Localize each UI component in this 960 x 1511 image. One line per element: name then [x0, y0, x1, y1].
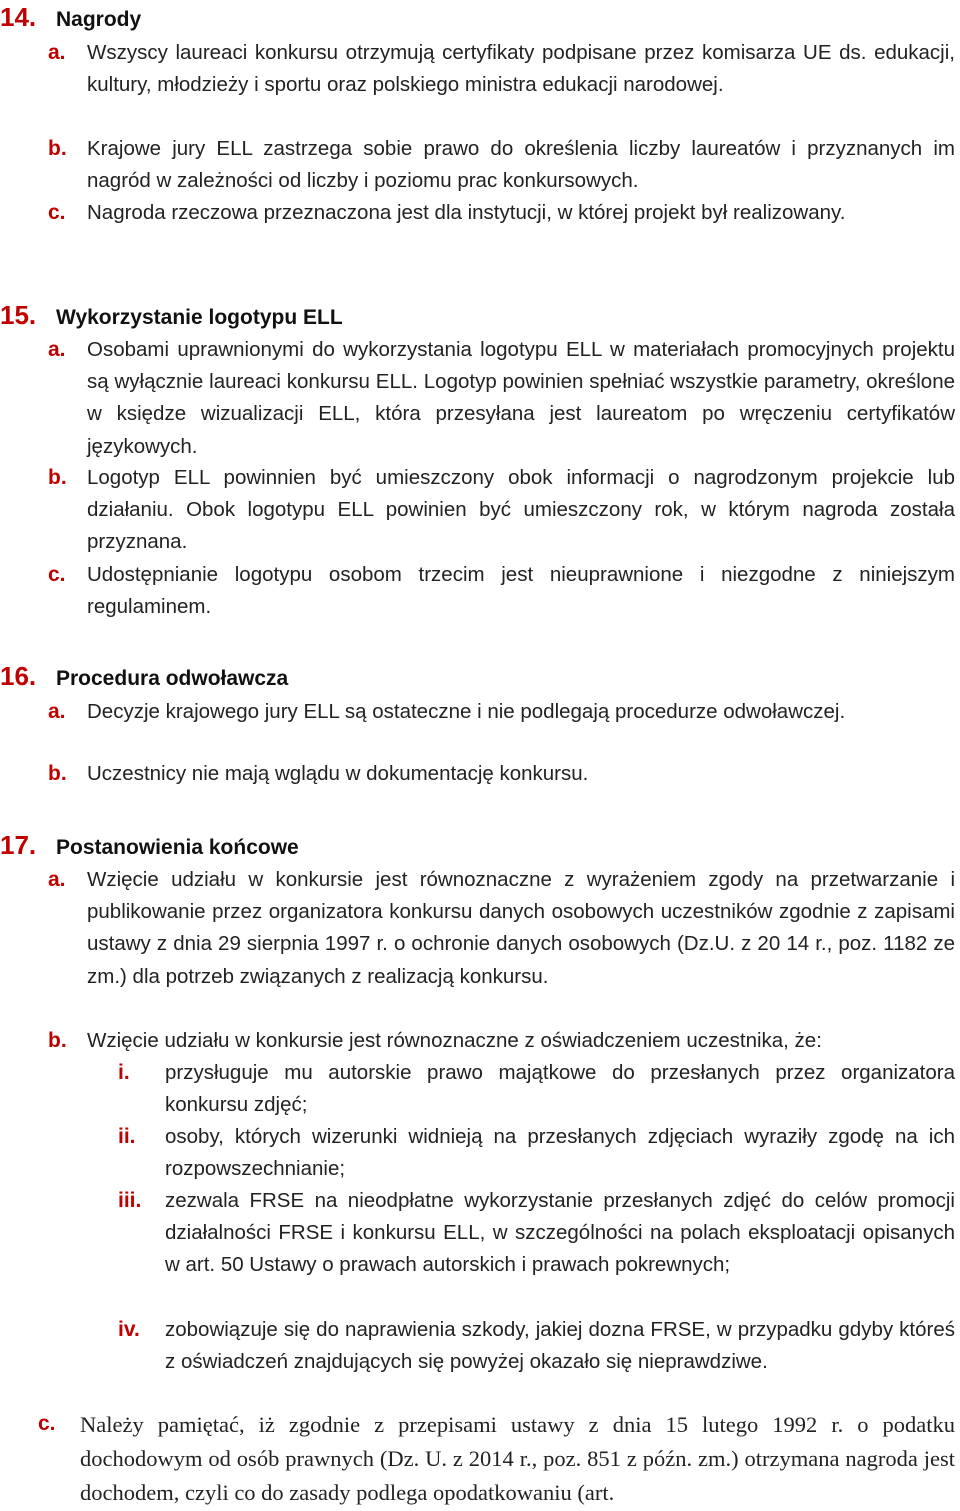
- item-text: Udostępnianie logotypu osobom trzecim jest nieuprawnione i niezgodne z niniejszym regulaminem.: [87, 563, 955, 619]
- section-number: 17.: [0, 830, 37, 860]
- item-marker: c.: [48, 563, 66, 586]
- item-marker: b.: [48, 762, 67, 785]
- section-number: 14.: [0, 2, 37, 32]
- section-title: Nagrody: [56, 8, 142, 31]
- section-title: Procedura odwoławcza: [56, 667, 289, 690]
- item-marker: a.: [48, 338, 66, 361]
- item-text: Krajowe jury ELL zastrzega sobie prawo do określenia liczby laureatów i przyznanych im nagród w zależności od liczby i poziomu prac konkursowych.: [87, 137, 955, 193]
- item-marker: ii.: [118, 1125, 136, 1148]
- item-text: osoby, których wizerunki widnieją na przesłanych zdjęciach wyraziły zgodę na ich rozpowszechnianie;: [165, 1125, 955, 1181]
- item-marker: c.: [48, 201, 66, 224]
- section-heading-16: [0, 661, 288, 695]
- item-text: Logotyp ELL powinnien być umieszczony obok informacji o nagrodzonym projekcie lub działaniu. Obok logotypu ELL powinien być umieszczony rok, w którym nagroda została przyznana.: [87, 466, 955, 554]
- section-heading-17: [0, 830, 299, 864]
- item-text: Wzięcie udziału w konkursie jest równoznaczne z wyrażeniem zgody na przetwarzanie i publikowanie przez organizatora konkursu danych osobowych uczestników zgodnie z zapisami ustawy z dnia 29 sierpnia 1997 r. o ochronie danych osobowych (Dz.U. z 20 14 r., poz. 1182 ze zm.) dla potrzeb związanych z realizacją konkursu.: [87, 868, 955, 988]
- item-text: Osobami uprawnionymi do wykorzystania logotypu ELL w materiałach promocyjnych projektu są wyłącznie laureaci konkursu ELL. Logotyp powinien spełniać wszystkie parametry, określone w księdze wizualizacji ELL, która przesyłana jest laureatom po wręczeniu certyfikatów językowych.: [87, 338, 955, 458]
- item-marker: a.: [48, 700, 66, 723]
- item-text: przysługuje mu autorskie prawo majątkowe do przesłanych przez organizatora konkursu zdjęć;: [165, 1061, 955, 1117]
- item-marker: i.: [118, 1061, 130, 1084]
- item-marker: iii.: [118, 1189, 142, 1212]
- item-marker: a.: [48, 868, 66, 891]
- section-heading-15: [0, 300, 343, 334]
- item-marker: iv.: [118, 1318, 140, 1341]
- item-text: Uczestnicy nie mają wglądu w dokumentację konkursu.: [87, 762, 589, 785]
- item-text: Decyzje krajowego jury ELL są ostateczne i nie podlegają procedurze odwoławczej.: [87, 700, 846, 723]
- item-text: Nagroda rzeczowa przeznaczona jest dla instytucji, w której projekt był realizowany.: [87, 201, 846, 224]
- section-title: Postanowienia końcowe: [56, 836, 299, 859]
- section-number: 16.: [0, 661, 37, 691]
- section-number: 15.: [0, 300, 37, 330]
- item-marker: c.: [38, 1412, 56, 1435]
- section-title: Wykorzystanie logotypu ELL: [56, 306, 343, 329]
- item-marker: b.: [48, 1029, 67, 1052]
- item-marker: a.: [48, 41, 66, 64]
- item-text: Należy pamiętać, iż zgodnie z przepisami ustawy z dnia 15 lutego 1992 r. o podatku dochodowym od osób prawnych (Dz. U. z 2014 r., poz. 851 z późn. zm.) otrzymana nagroda jest dochodem, czyli co do zasady podlega opodatkowaniu (art.: [80, 1412, 955, 1505]
- section-heading-14: [0, 2, 141, 36]
- item-marker: b.: [48, 466, 67, 489]
- item-marker: b.: [48, 137, 67, 160]
- item-text: Wzięcie udziału w konkursie jest równoznaczne z oświadczeniem uczestnika, że:: [87, 1029, 822, 1052]
- item-text: Wszyscy laureaci konkursu otrzymują certyfikaty podpisane przez komisarza UE ds. edukacji, kultury, młodzieży i sportu oraz polskiego ministra edukacji narodowej.: [87, 41, 955, 97]
- item-text: zezwala FRSE na nieodpłatne wykorzystanie przesłanych zdjęć do celów promocji działalności FRSE i konkursu ELL, w szczególności na polach eksploatacji opisanych w art. 50 Ustawy o prawach autorskich i prawach pokrewnych;: [165, 1189, 955, 1277]
- item-text: zobowiązuje się do naprawienia szkody, jakiej dozna FRSE, w przypadku gdyby któreś z oświadczeń znajdujących się powyżej okazało się nieprawdziwe.: [165, 1318, 955, 1374]
